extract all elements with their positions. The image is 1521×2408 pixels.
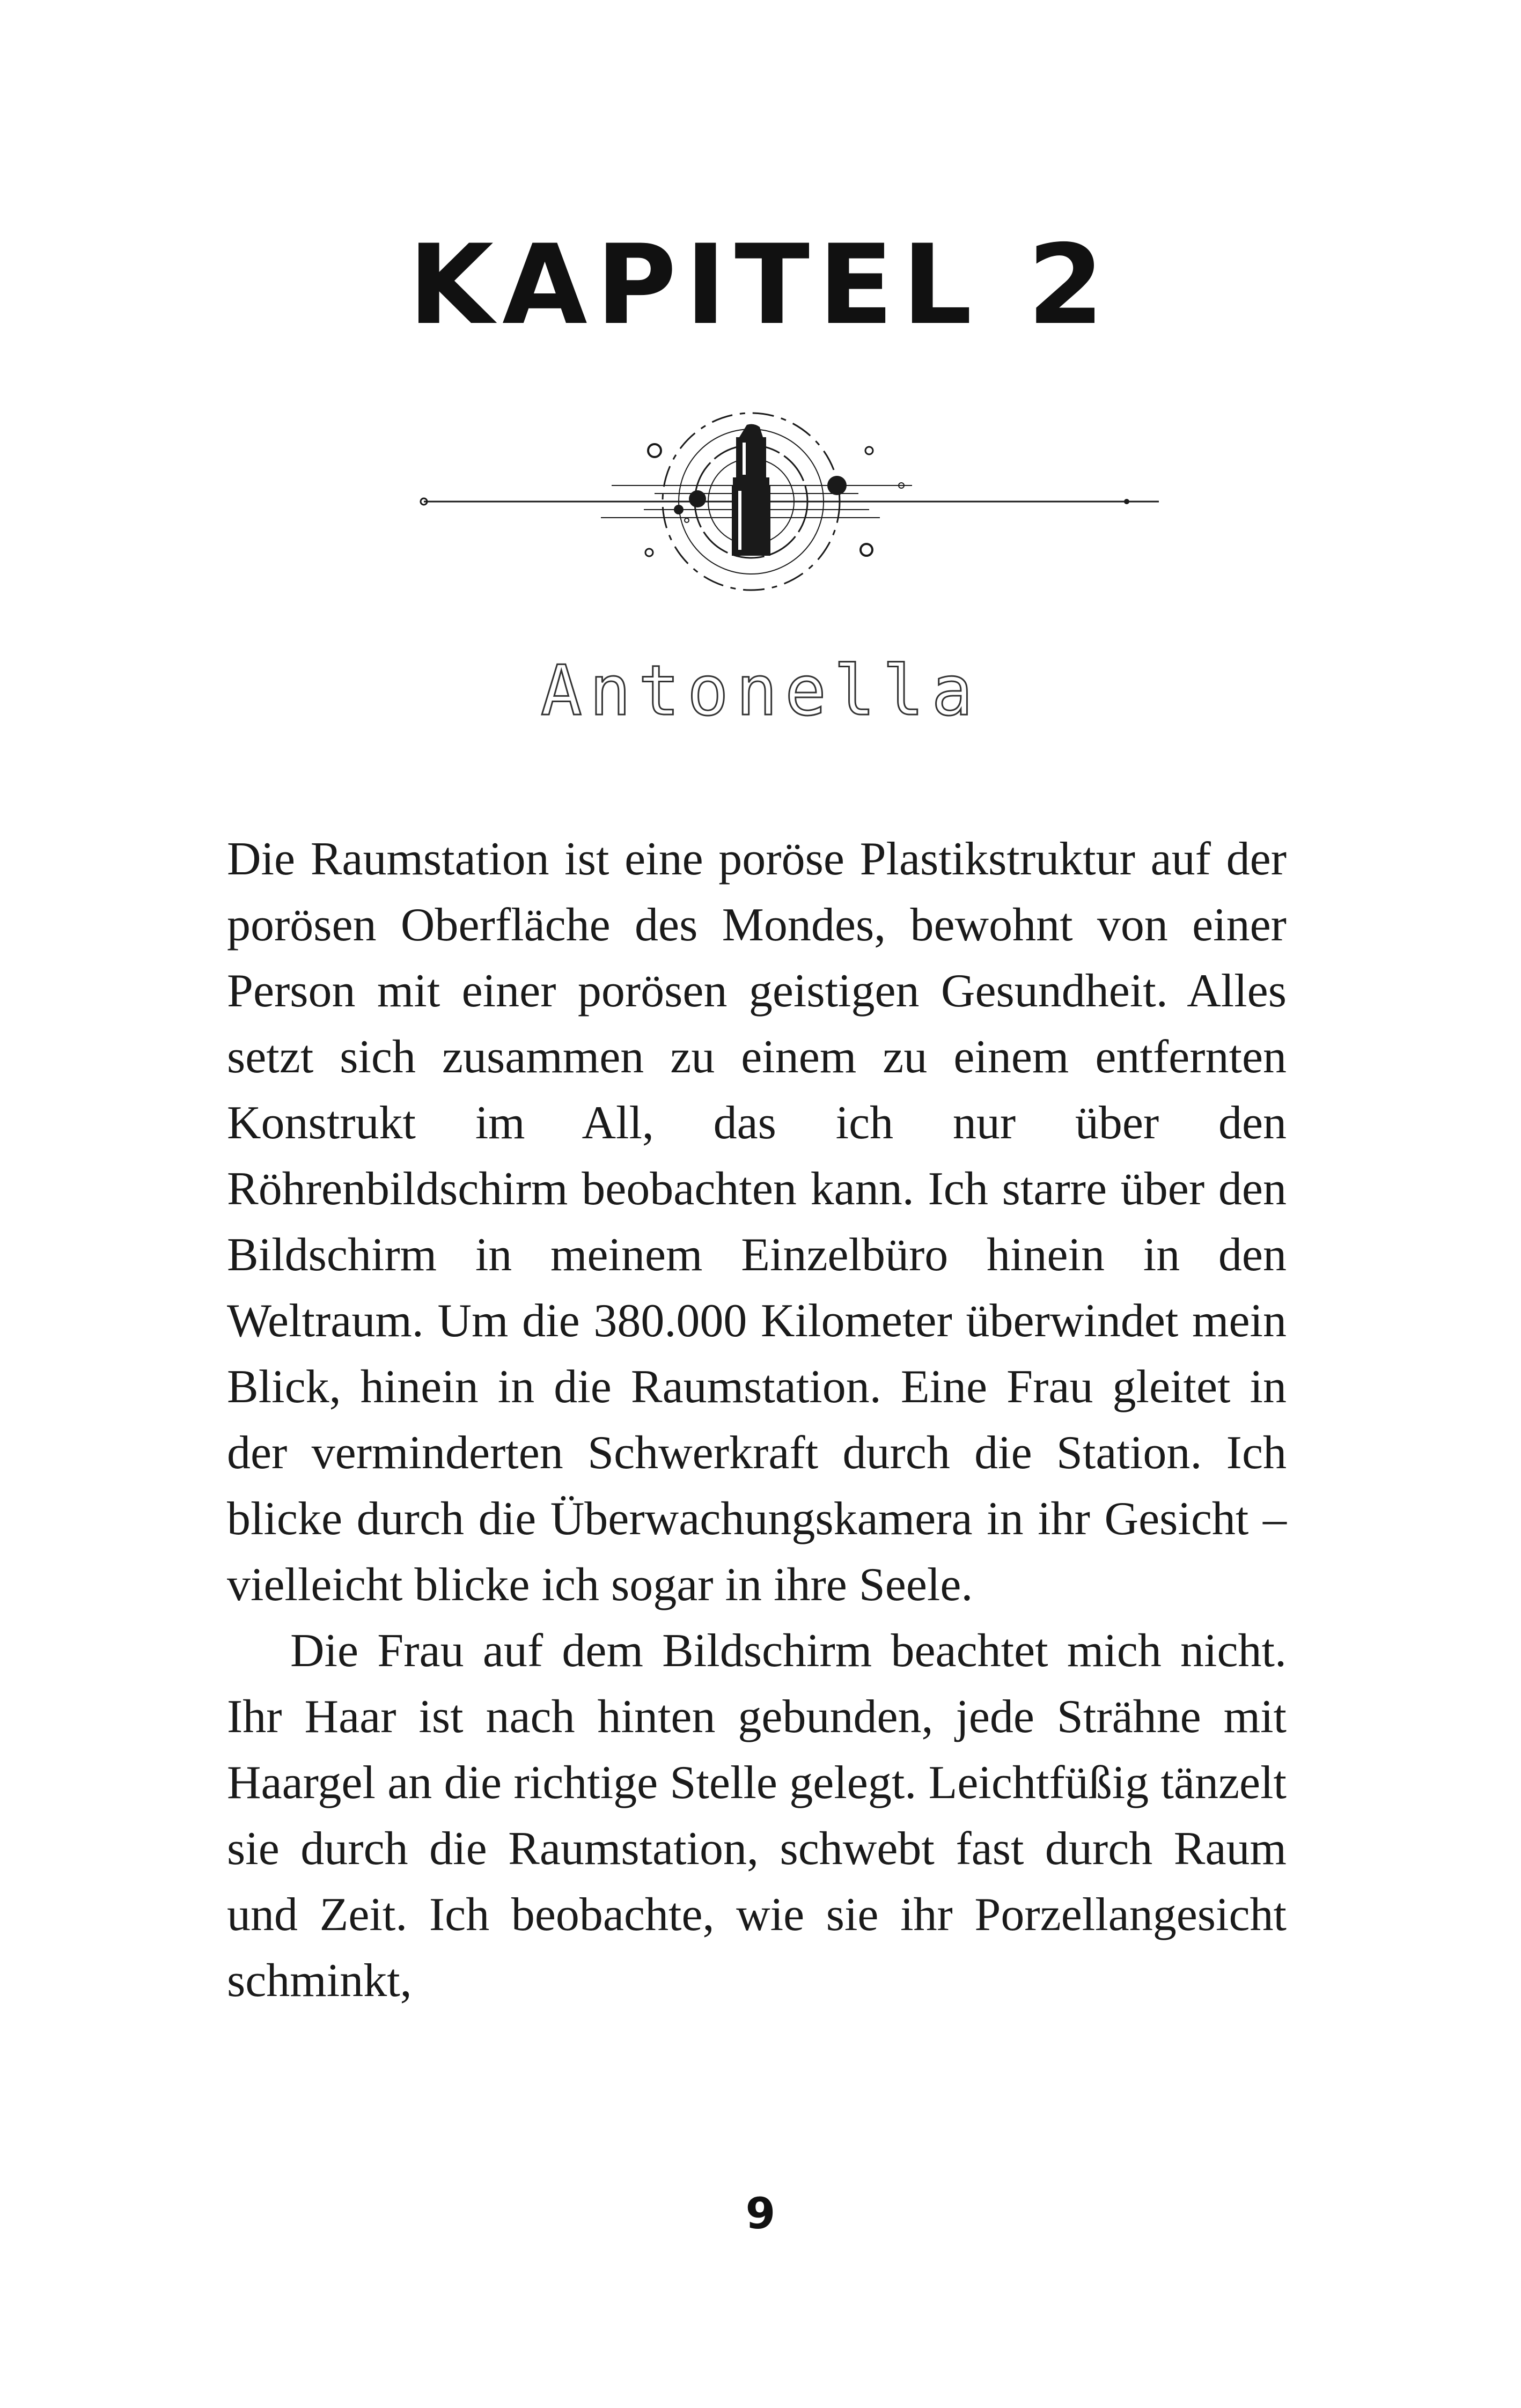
chapter-body xyxy=(227,826,1287,2014)
chapter-title: KAPITEL 2 xyxy=(408,222,1113,349)
paragraph-1: Die Raumstation ist eine poröse Plastikstruktur auf der porösen Oberfläche des Mondes, bewohnt von einer Person mit einer porösen geistigen Gesundheit. Alles setzt sich zusammen zu einem zu einem entfernten Konstrukt im All, das ich nur über den Röhrenbildschirm beobachten kann. Ich starre über den Bildschirm in meinem Einzelbüro hinein in den Weltraum. Um die 380.000 Kilometer überwindet mein Blick, hinein in die Raumstation. Eine Frau gleitet in der verminderten Schwerkraft durch die Station. Ich blicke durch die Überwachungskamera in ihr Gesicht – vielleicht blicke ich sogar in ihre Seele. xyxy=(227,833,1287,1611)
paragraph-2: Die Frau auf dem Bildschirm beachtet mich nicht. Ihr Haar ist nach hinten gebunden, jede Strähne mit Haargel an die richtige Stelle gelegt. Leichtfüßig tänzelt sie durch die Raumstation, schwebt fast durch Raum und Zeit. Ich beobachte, wie sie ihr Porzellangesicht schminkt, xyxy=(227,1625,1287,2007)
lipstick-orbit-icon xyxy=(343,397,1164,606)
page-number: 9 xyxy=(745,2189,776,2238)
chapter-narrator: Antonella xyxy=(540,651,981,731)
